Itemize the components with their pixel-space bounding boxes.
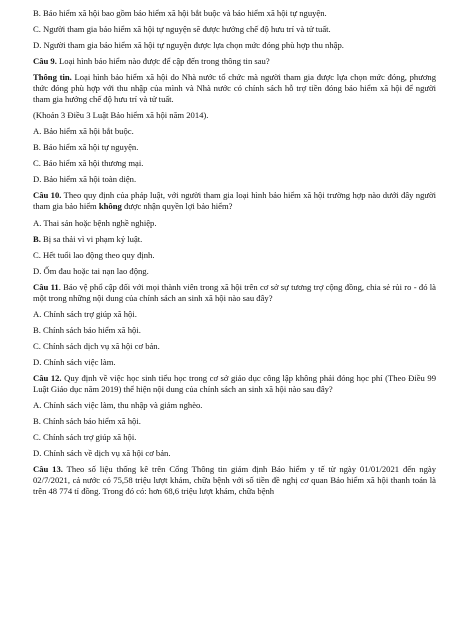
question-13 [33, 464, 436, 497]
info-label: Thông tin. [33, 72, 72, 83]
question-13-text: Theo số liệu thống kê trên Cổng Thông tin giám định Bảo hiểm y tế từ ngày 01/01/2021 đến ngày 02/7/2021, cả nước có 75,58 triệu lượt khám, chữa bệnh với số tiền đề nghị cơ quan Bảo hiểm xã hội thanh toán là trên 48 774 tỉ đồng. Trong đó có: hơn 68,6 triệu lượt khám, chữa bệnh [33, 464, 436, 497]
info-text: Loại hình bảo hiểm xã hội do Nhà nước tổ chức mà người tham gia được lựa chọn mức đóng, phương thức đóng phù hợp với thu nhập của mình và Nhà nước có chính sách hỗ trợ tiền đóng bảo hiểm xã hội để người tham gia hưởng chế độ hưu trí và tử tuất. [33, 72, 436, 105]
q11-option-c: C. Chính sách dịch vụ xã hội cơ bản. [33, 340, 160, 351]
source-citation: (Khoản 3 Điều 3 Luật Bảo hiểm xã hội năm 2014). [33, 110, 209, 121]
q10-option-b [33, 234, 436, 245]
option-b-prev: B. Bảo hiểm xã hội bao gồm bảo hiểm xã hội bắt buộc và bảo hiểm xã hội tự nguyện. [33, 8, 327, 18]
q12-option-c: C. Chính sách trợ giúp xã hội. [33, 432, 137, 443]
question-11-text: . Bảo vệ phổ cập đối với mọi thành viên trong xã hội trên cơ sở sự tương trợ cộng đồng, chia sẻ rủi ro - đó là một trong những nội dung của chính sách an sinh xã hội nào sau đây? [33, 281, 436, 303]
q10-option-d: D. Ốm đau hoặc tai nạn lao động. [33, 265, 149, 276]
question-10-label: Câu 10. [33, 190, 62, 201]
question-11-label: Câu 11 [33, 281, 59, 292]
q12-option-a: A. Chính sách việc làm, thu nhập và giảm nghèo. [33, 399, 203, 410]
option-c-prev: C. Người tham gia bảo hiểm xã hội tự nguyện sẽ được hưởng chế độ hưu trí và tử tuất. [33, 24, 331, 35]
question-13-label: Câu 13. [33, 464, 63, 475]
q10-option-a: A. Thai sản hoặc bệnh nghề nghiệp. [33, 217, 157, 228]
question-10-text-a: Theo quy định của pháp luật, với người tham gia loại hình bảo hiểm xã hội trường hợp nào dưới đây người tham gia bảo hiểm [33, 190, 436, 212]
q11-option-a: A. Chính sách trợ giúp xã hội. [33, 308, 137, 319]
q10-option-b-text: Bị sa thải vì vi phạm kỷ luật. [40, 233, 143, 244]
question-9-label: Câu 9. [33, 56, 57, 67]
q12-option-b: B. Chính sách bảo hiểm xã hội. [33, 416, 141, 427]
q9-option-c: C. Bảo hiểm xã hội thương mại. [33, 158, 144, 169]
q11-option-d: D. Chính sách việc làm. [33, 356, 116, 367]
question-10 [33, 190, 436, 212]
question-12-label: Câu 12. [33, 372, 62, 383]
question-9-text: Loại hình bảo hiểm nào được để cập đến trong thông tin sau? [56, 56, 270, 67]
q10-option-b-label: B. [33, 233, 41, 244]
question-9 [33, 56, 436, 67]
q9-option-a: A. Bảo hiểm xã hội bắt buộc. [33, 126, 134, 137]
question-12 [33, 373, 436, 395]
info-paragraph [33, 72, 436, 105]
q12-option-d: D. Chính sách về dịch vụ xã hội cơ bản. [33, 448, 171, 459]
option-d-prev: D. Người tham gia bảo hiểm xã hội tự nguyện được lựa chọn mức đóng phù hợp thu nhập. [33, 40, 344, 51]
q9-option-d: D. Bảo hiểm xã hội toàn diện. [33, 174, 137, 185]
q9-option-b: B. Bảo hiểm xã hội tự nguyện. [33, 142, 139, 153]
question-12-text: Quy định về việc học sinh tiểu học trong cơ sở giáo dục công lập không phải đóng học phí (Theo Điều 99 Luật Giáo dục năm 2019) thể hiện nội dung của chính sách an sinh xã hội nào sau đây? [33, 372, 436, 394]
question-11 [33, 282, 436, 304]
q10-option-c: C. Hết tuổi lao động theo quy định. [33, 249, 155, 260]
q11-option-b: B. Chính sách bảo hiểm xã hội. [33, 324, 141, 335]
question-10-emphasis: không [98, 201, 122, 212]
question-10-text-b: được nhận quyền lợi bảo hiểm? [121, 201, 233, 212]
